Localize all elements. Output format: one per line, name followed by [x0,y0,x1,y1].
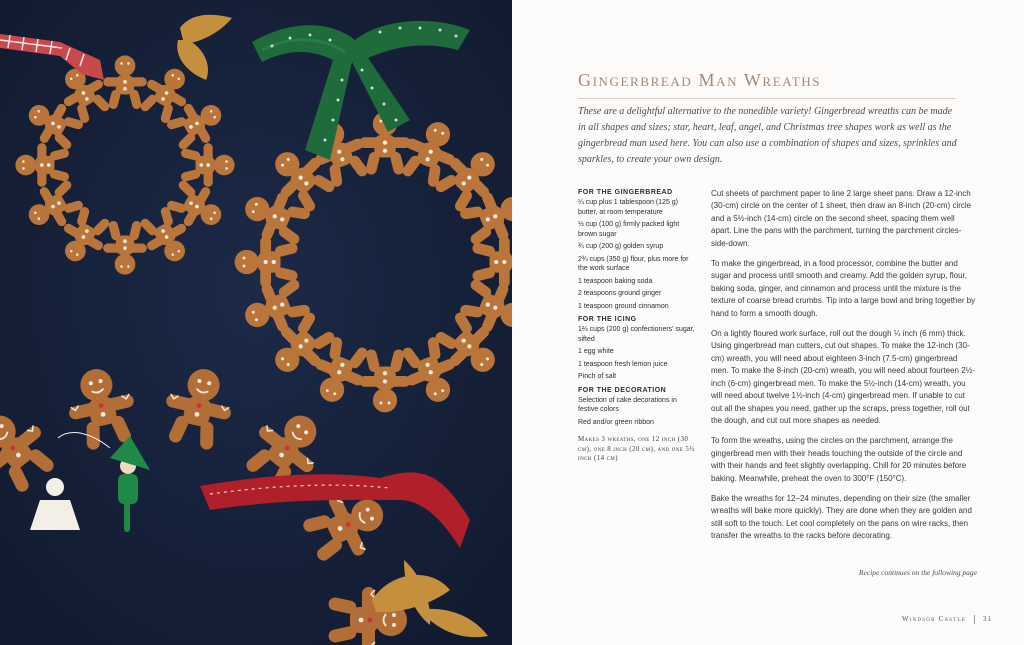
ingredient-item: Red and/or green ribbon [578,418,654,426]
recipe-title: Gingerbread Man Wreaths [578,70,822,90]
method-column [711,188,977,551]
ingredient-list [578,325,698,382]
ingredient-item: 2 teaspoons ground ginger [578,290,662,297]
method-step: On a lightly floured work surface, roll out the dough ¼ inch (6 mm) thick. Using gingerbread man cutters, cut out shapes. To make the 12-inch (30-cm) wreath, you will need about eighteen 3-inch (7.5-cm) gingerbread men. To make the 8-inch (20-cm) wreath, you will need about fourteen 2½-inch (6-cm) gingerbread men. To make the 5½-inch (14-cm) wreath, you will need about twelve 1½-inch (4-cm) gingerbread men. If unable to cut out all the shapes you need, gather up the scraps, press together, roll out the dough, and cut out more shapes as needed. [711,329,975,425]
title-rule [578,98,956,99]
ingredient-item: 1 teaspoon fresh lemon juice [578,360,668,368]
recipe-intro: These are a delightful alternative to the nonedible variety! Gingerbread wreaths can be made in all shapes and sizes; star, heart, leaf, angel, and Christmas tree shapes work as well as the gingerbread man used here. You can also use a combination of shapes and sizes, sprinkles and sparkles, to create your own design. [578,106,957,165]
method-step: To form the wreaths, using the circles on the parchment, arrange the gingerbread men with their heads touching the outside of the circle and with their hands and feet slightly overlapping. Chill for 20 minutes before baking. Meanwhile, preheat the oven to 300°F (150°C). [711,436,967,483]
page-footer [902,615,992,624]
ingredients-column [578,189,698,464]
method-step: Bake the wreaths for 12–24 minutes, depending on their size (the smaller wreaths will bake more quickly). They are done when they are golden and still soft to the touch. Let cool completely on the pans on wire racks, then transfer the wreaths to the racks before decorating. [711,493,972,541]
recipe-yield: Makes 3 wreaths, one 12 inch (30 cm), one 8 inch (20 cm), and one 5½ inch (14 cm) [578,435,695,462]
continues-note: Recipe continues on the following page [858,568,977,577]
ingredient-item: ¼ cup plus 1 tablespoon (125 g) butter, at room temperature [578,199,679,216]
ingredient-heading: FOR THE ICING [578,316,637,323]
page-number: 31 [983,615,992,624]
ingredient-item: ½ cup (100 g) firmly packed light brown sugar [578,221,680,238]
section-name: Windsor Castle [902,615,966,624]
ingredient-group-decoration [578,387,698,428]
ingredient-group-gingerbread [578,189,698,311]
footer-divider [974,615,975,624]
ingredient-heading: FOR THE GINGERBREAD [578,189,673,196]
ingredient-group-icing [578,316,698,382]
recipe-page [512,0,1024,645]
method-step: To make the gingerbread, in a food processor, combine the butter and sugar and process until smooth and creamy. Add the golden syrup, flour, baking soda, ginger, and cinnamon and process until the mixture is the texture of coarse bread crumbs. Tip into a large bowl and bring together by hand to form a smooth dough. [711,259,976,318]
ingredient-list [578,198,698,311]
ingredient-item: ¾ cup (200 g) golden syrup [578,243,664,250]
ingredient-item: 1 teaspoon ground cinnamon [578,302,669,310]
method-step: Cut sheets of parchment paper to line 2 large sheet pans. Draw a 12-inch (30-cm) circle on the center of 1 sheet, then draw an 8-inch (20-cm) circle and a 5½-inch (14-cm) circle on the second sheet, spacing them well apart. Line the pans with the parchment, turning the parchment circles-side-down. [711,189,972,248]
ingredient-list [578,396,698,428]
ingredient-item: Selection of cake decorations in festive colors [578,396,677,413]
ingredient-heading: FOR THE DECORATION [578,386,667,394]
ingredient-item: Pinch of salt [578,373,617,380]
ingredient-item: 1 egg white [578,348,614,355]
ingredient-item: 1 teaspoon baking soda [578,277,653,285]
ingredient-item: 2¾ cups (350 g) flour, plus more for the work surface [578,255,689,272]
ingredient-item: 1⅔ cups (200 g) confectioners' sugar, sifted [578,326,695,343]
